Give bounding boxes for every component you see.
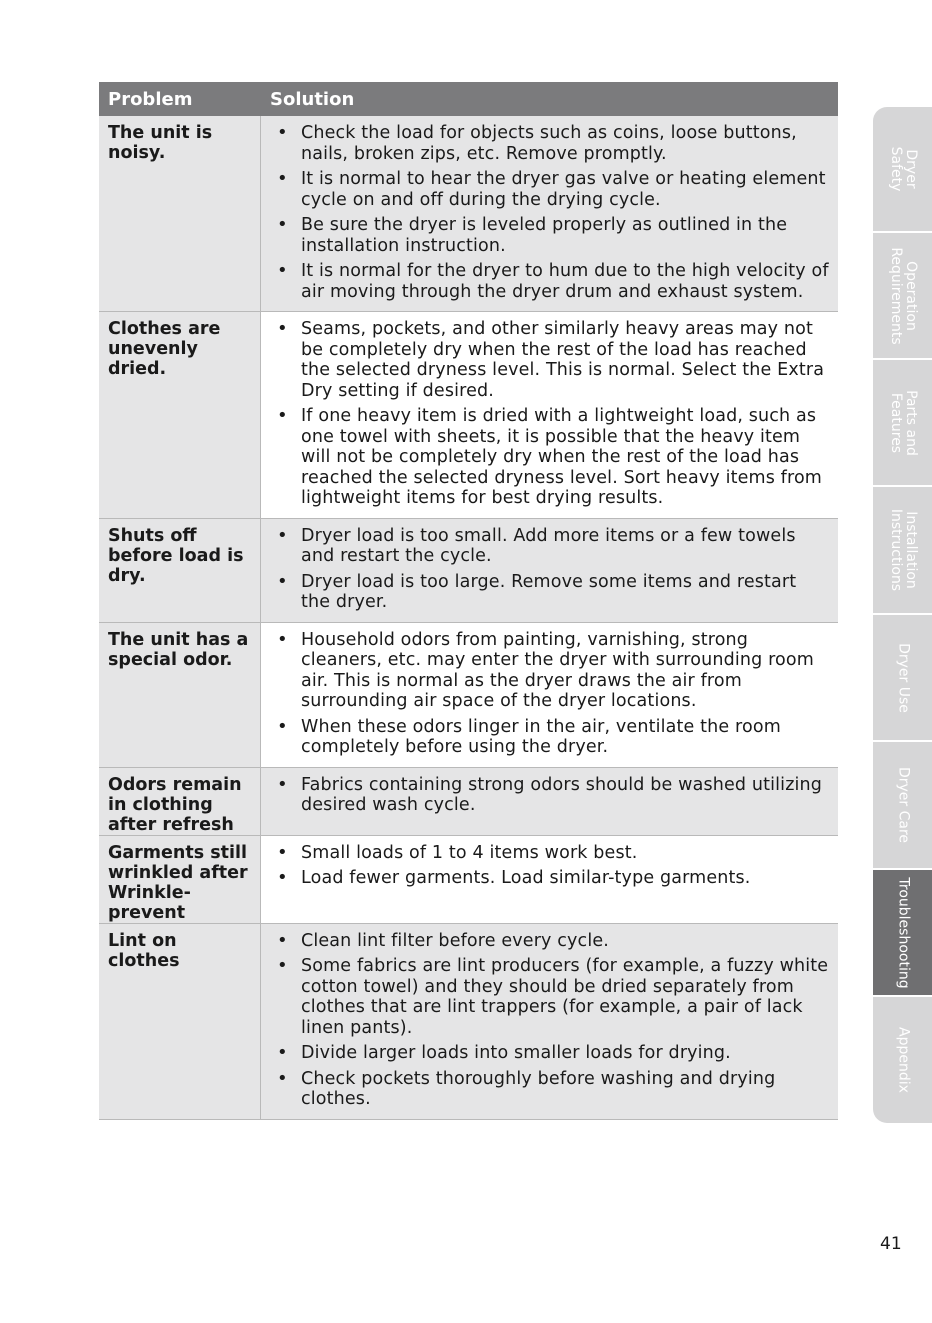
table-row xyxy=(99,312,838,519)
solution-list xyxy=(271,843,830,889)
solution-item: • Check the load for objects such as coins, loose buttons, nails, broken zips, etc. Remove promptly. xyxy=(271,123,830,164)
problem-cell: The unit has a special odor. xyxy=(99,623,261,767)
section-tab[interactable] xyxy=(873,997,932,1123)
section-tab[interactable] xyxy=(873,615,932,742)
problem-column-header: Problem xyxy=(108,88,193,110)
section-tab[interactable] xyxy=(873,870,932,997)
section-tab-label: Parts and Features xyxy=(887,389,919,456)
solution-item: • Be sure the dryer is leveled properly as outlined in the installation instruction. xyxy=(271,215,830,256)
section-tabs xyxy=(873,107,932,1123)
solution-item: • Clean lint filter before every cycle. xyxy=(271,931,830,952)
section-tab-label: Troubleshooting xyxy=(895,876,911,989)
table-row xyxy=(99,623,838,768)
solution-list xyxy=(271,319,830,509)
problem-cell: Clothes are unevenly dried. xyxy=(99,312,261,518)
problem-cell: Shuts off before load is dry. xyxy=(99,519,261,622)
solution-item: • Fabrics containing strong odors should be washed utilizing desired wash cycle. xyxy=(271,775,830,816)
solution-list xyxy=(271,775,830,816)
section-tab[interactable] xyxy=(873,360,932,487)
solution-item: • Divide larger loads into smaller loads for drying. xyxy=(271,1043,830,1064)
section-tab-label: Operation Requirements xyxy=(887,246,919,345)
solution-item: • Load fewer garments. Load similar-type garments. xyxy=(271,868,830,889)
solution-item: • Some fabrics are lint producers (for example, a fuzzy white cotton towel) and they should be dried separately from clothes that are lint trappers (for example, a pair of lack linen pants). xyxy=(271,956,830,1038)
section-tab[interactable] xyxy=(873,233,932,360)
section-tab[interactable] xyxy=(873,107,932,233)
solution-cell xyxy=(261,312,838,518)
solution-cell xyxy=(261,116,838,311)
section-tab-label: Installation Instructions xyxy=(887,508,919,592)
table-body xyxy=(99,116,838,1120)
section-tab-label: Appendix xyxy=(895,1027,911,1093)
solution-list xyxy=(271,931,830,1110)
solution-item: • It is normal for the dryer to hum due to the high velocity of air moving through the dryer drum and exhaust system. xyxy=(271,261,830,302)
solution-item: • Small loads of 1 to 4 items work best. xyxy=(271,843,830,864)
section-tab-label: Dryer Care xyxy=(895,766,911,844)
solution-item: • Household odors from painting, varnishing, strong cleaners, etc. may enter the dryer with surrounding room air. This is normal as the dryer draws the air from surrounding air space of the dryer locations. xyxy=(271,630,830,712)
table-row xyxy=(99,924,838,1120)
solution-column-header: Solution xyxy=(270,88,355,110)
solution-item: • If one heavy item is dried with a lightweight load, such as one towel with sheets, it is possible that the heavy item will not be completely dry when the rest of the load has reached the selected dryness level. Sort heavy items from lightweight items for best drying results. xyxy=(271,406,830,509)
table-row xyxy=(99,836,838,924)
problem-cell: Lint on clothes xyxy=(99,924,261,1119)
page-number: 41 xyxy=(880,1234,902,1254)
solution-list xyxy=(271,123,830,302)
section-tab[interactable] xyxy=(873,487,932,615)
section-tab[interactable] xyxy=(873,742,932,870)
table-header xyxy=(99,82,838,116)
solution-list xyxy=(271,630,830,758)
solution-item: • Check pockets thoroughly before washing and drying clothes. xyxy=(271,1069,830,1110)
problem-cell: Odors remain in clothing after refresh xyxy=(99,768,261,835)
section-tab-label: Dryer Safety xyxy=(887,146,919,192)
table-row xyxy=(99,116,838,312)
table-row xyxy=(99,768,838,836)
solution-cell xyxy=(261,836,838,923)
section-tab-label: Dryer Use xyxy=(895,642,911,713)
solution-item: • It is normal to hear the dryer gas valve or heating element cycle on and off during the drying cycle. xyxy=(271,169,830,210)
solution-item: • Dryer load is too large. Remove some items and restart the dryer. xyxy=(271,572,830,613)
troubleshooting-table xyxy=(99,82,838,1120)
solution-item: • Seams, pockets, and other similarly heavy areas may not be completely dry when the rest of the load has reached the selected dryness level. This is normal. Select the Extra Dry setting if desired. xyxy=(271,319,830,401)
table-row xyxy=(99,519,838,623)
problem-cell: The unit is noisy. xyxy=(99,116,261,311)
solution-list xyxy=(271,526,830,613)
problem-cell: Garments still wrinkled after Wrinkle-prevent xyxy=(99,836,261,923)
solution-cell xyxy=(261,623,838,767)
solution-item: • When these odors linger in the air, ventilate the room completely before using the dryer. xyxy=(271,717,830,758)
solution-cell xyxy=(261,768,838,835)
solution-cell xyxy=(261,519,838,622)
solution-cell xyxy=(261,924,838,1119)
solution-item: • Dryer load is too small. Add more items or a few towels and restart the cycle. xyxy=(271,526,830,567)
